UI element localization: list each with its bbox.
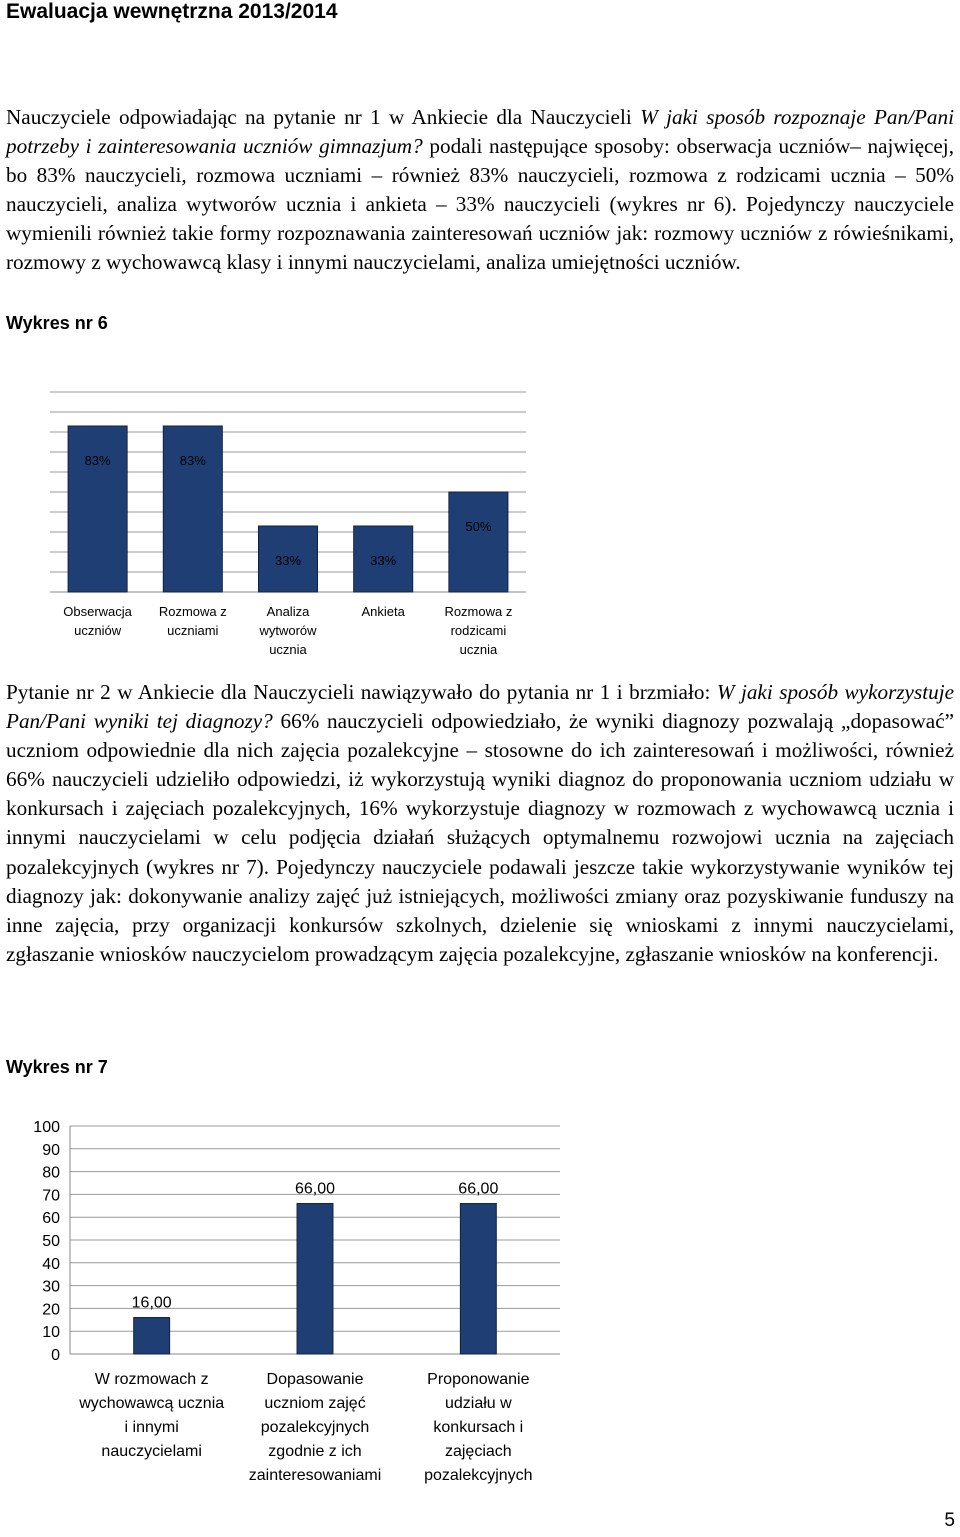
category-label: uczniom zajęć xyxy=(264,1395,366,1412)
y-tick-label: 60 xyxy=(42,1210,60,1228)
category-label: rodzicami xyxy=(450,623,507,638)
data-label: 33% xyxy=(274,553,302,568)
y-tick-label: 100 xyxy=(33,1119,60,1136)
category-label: W rozmowach z xyxy=(94,1371,209,1388)
category-label: Rozmowa z xyxy=(158,604,227,619)
page-number: 5 xyxy=(944,1510,955,1531)
y-tick-label: 10 xyxy=(42,1324,60,1342)
category-label: ucznia xyxy=(459,642,498,657)
chart-6 xyxy=(0,360,960,680)
y-tick-label: 0 xyxy=(51,1347,60,1364)
y-tick-label: 40 xyxy=(42,1255,60,1273)
data-label: 66,00 xyxy=(294,1180,336,1198)
data-label: 66,00 xyxy=(458,1180,499,1198)
paragraph-2-question-italic: W jaki sposób wykorzystuje Pan/Pani wyniki tej diagnozy? xyxy=(6,680,954,734)
bar xyxy=(163,426,222,592)
category-label: Proponowanie xyxy=(427,1371,530,1388)
paragraph-question-2 xyxy=(6,678,954,969)
y-tick-label: 80 xyxy=(42,1164,60,1182)
page-header-title: Ewaluacja wewnętrzna 2013/2014 xyxy=(6,0,338,23)
category-label: nauczycielami xyxy=(101,1443,202,1460)
chart-7 xyxy=(0,1100,960,1500)
category-label: konkursach i xyxy=(433,1419,524,1436)
category-label: Analiza xyxy=(266,604,310,619)
bar xyxy=(134,1318,170,1354)
category-label: i innymi xyxy=(124,1419,179,1436)
category-label: zajęciach xyxy=(444,1443,512,1460)
category-label: pozalekcyjnych xyxy=(260,1419,370,1436)
chart-6-caption: Wykres nr 6 xyxy=(6,313,108,333)
chart-7-caption: Wykres nr 7 xyxy=(6,1057,108,1077)
paragraph-2-text-a: Pytanie nr 2 w Ankiecie dla Nauczycieli nawiązywało do pytania nr 1 i brzmiało: xyxy=(6,680,717,704)
category-label: uczniów xyxy=(74,623,122,638)
paragraph-1-text-b: podali następujące sposoby: obserwacja uczniów– najwięcej, bo 83% nauczycieli, rozmowa uczniami – również 83% nauczycieli, rozmowa z rodzicami ucznia – 50% nauczycieli, analiza wytworów ucznia i ankieta – 33% nauczycieli (wykres nr 6). Pojedynczy nauczyciele wymienili również takie formy rozpoznawania zainteresowań uczniów jak: rozmowy uczniów z rówieśnikami, rozmowy z wychowawcą klasy i innymi nauczycielami, analiza umiejętności uczniów. xyxy=(6,134,954,275)
y-tick-label: 50 xyxy=(42,1233,60,1250)
data-label: 83% xyxy=(84,453,111,468)
category-label: Obserwacja xyxy=(63,604,132,619)
data-label: 16,00 xyxy=(131,1294,172,1312)
category-label: uczniami xyxy=(167,623,219,638)
bar xyxy=(297,1204,333,1354)
category-label: pozalekcyjnych xyxy=(424,1467,533,1484)
category-label: wychowawcą ucznia xyxy=(79,1395,225,1412)
bar xyxy=(68,426,127,592)
data-label: 33% xyxy=(370,553,397,568)
category-label: ucznia xyxy=(269,642,307,657)
paragraph-1-question-italic: W jaki sposób rozpoznaje Pan/Pani potrzeby i zainteresowania uczniów gimnazjum? xyxy=(6,105,954,159)
category-label: Ankieta xyxy=(361,604,405,619)
category-label: Dopasowanie xyxy=(266,1371,364,1388)
y-tick-label: 30 xyxy=(42,1278,60,1296)
paragraph-1-text-a: Nauczyciele odpowiadając na pytanie nr 1 w Ankiecie dla Nauczycieli xyxy=(6,105,641,129)
data-label: 83% xyxy=(179,453,206,468)
bar xyxy=(460,1204,496,1354)
paragraph-2-text-b: 66% nauczycieli odpowiedziało, że wyniki diagnozy pozwalają „dopasować” uczniom odpowiednie dla nich zajęcia pozalekcyjne – stosowne do ich zainteresowań i możliwości, również 66% nauczycieli udzieliło odpowiedzi, iż wykorzystują wyniki diagnoz do proponowania uczniom udziału w konkursach i zajęciach pozalekcyjnych, 16% wykorzystuje diagnozy w rozmowach z wychowawcą ucznia i innymi nauczycielami w celu podjęcia działań służących optymalnemu rozwojowi ucznia na zajęciach pozalekcyjnych (wykres nr 7). Pojedynczy nauczyciele podawali jeszcze takie wykorzystywanie wyników tej diagnozy jak: dokonywanie analizy zajęć już istniejących, możliwości zmiany oraz pozyskiwanie funduszy na inne zajęcia, przy organizacji konkursów szkolnych, dzielenie się wnioskami z innymi nauczycielami, zgłaszanie wniosków nauczycielom prowadzącym zajęcia pozalekcyjne, zgłaszanie wniosków na konferencji. xyxy=(6,709,954,966)
category-label: wytworów xyxy=(259,623,317,638)
category-label: zainteresowaniami xyxy=(248,1467,382,1484)
y-tick-label: 70 xyxy=(42,1187,60,1205)
y-tick-label: 20 xyxy=(42,1301,60,1319)
data-label: 50% xyxy=(465,519,492,534)
y-tick-label: 90 xyxy=(42,1141,60,1159)
bar xyxy=(449,492,508,592)
category-label: udziału w xyxy=(444,1395,512,1412)
category-label: Rozmowa z xyxy=(444,604,513,619)
paragraph-question-1 xyxy=(6,103,954,278)
category-label: zgodnie z ich xyxy=(268,1443,362,1460)
